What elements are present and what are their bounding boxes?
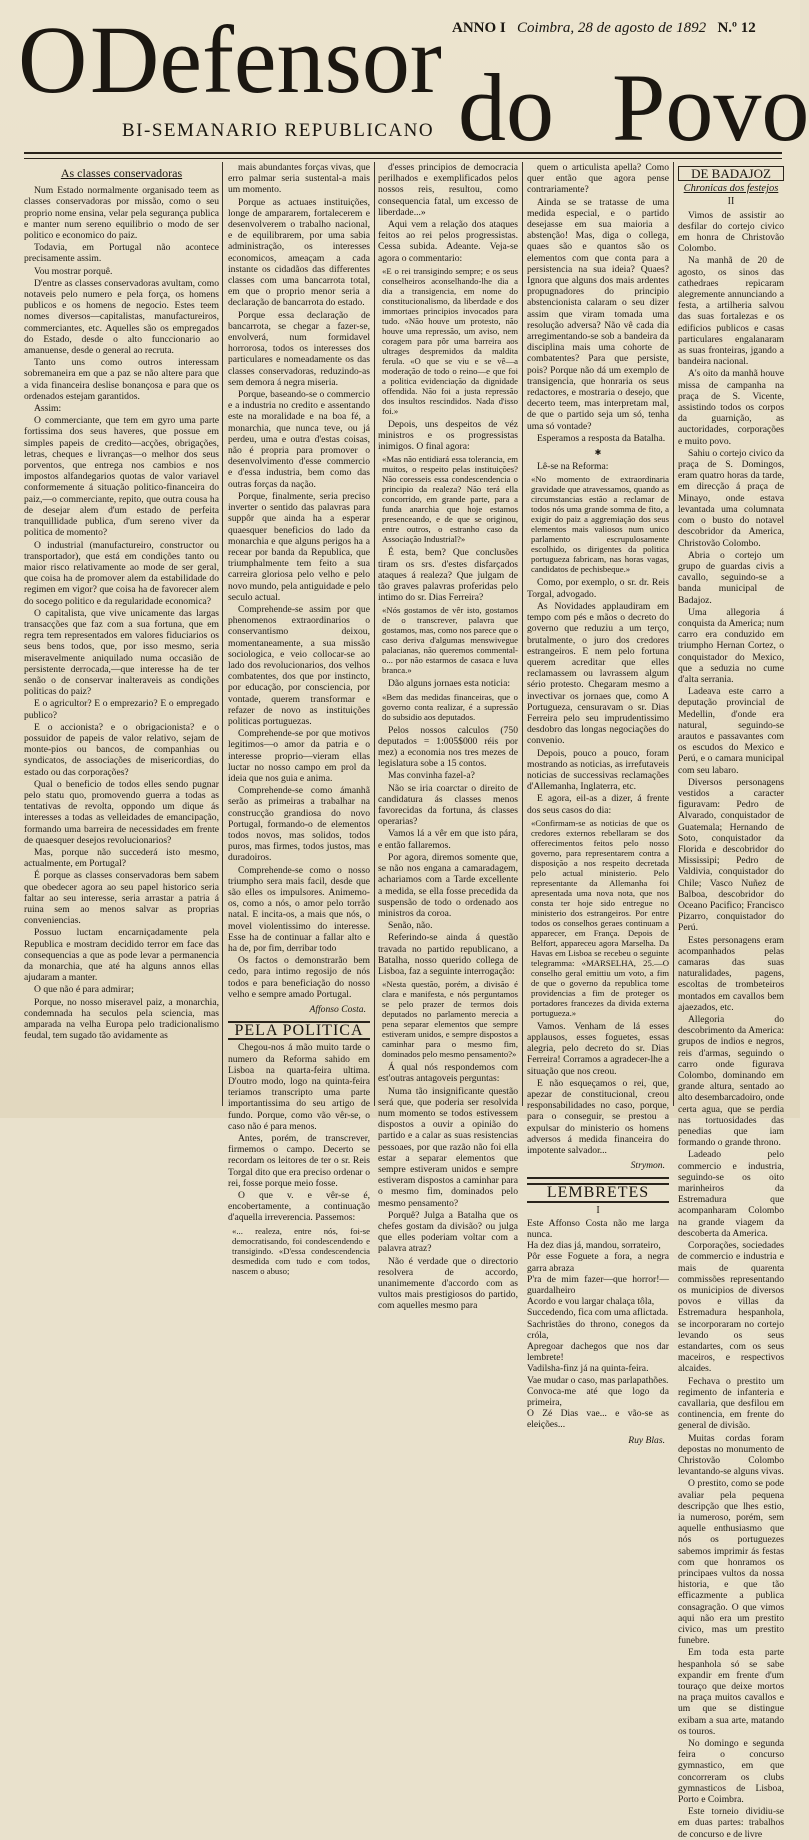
paragraph: Esperamos a resposta da Batalha.: [537, 432, 666, 444]
paragraph: Ladeava este carro a deputação provincial de Medellin, d'onde era natural, seguindo-se arautos e passavantes com os escudos do Mexico e Perú, e o camara municipal com seu labaro.: [678, 686, 784, 776]
paragraph: Por agora, diremos somente que, se não nos engana a camaradagem, achariamos com a Tarde excellente a medida, se ella fosse precedida da suspensão de todo o ordenado aos ministros da coroa.: [378, 851, 518, 919]
article-body: [378, 725, 518, 977]
issue-year: ANNO I: [452, 20, 506, 36]
masthead-title-o: O: [18, 6, 89, 113]
article-body: [228, 162, 370, 1000]
paragraph: Num Estado normalmente organisado teem as classes conservadoras por missão, como o seu proprio nome ensina, velar pela segurança publica e manter num sereno equilibrio o modo de ser politico e economico do paiz.: [24, 185, 219, 242]
paragraph: Vamos. Venham de lá esses applausos, esses foguetes, essas alegria, pelo decreto do sr. Dias Ferreira! Corramos a agradecer-lhe a situação que nos creou.: [527, 1020, 669, 1077]
paragraph: As Novidades applaudiram em tempo com pés e mãos o decreto do governo que reduziu a um terço, brutalmente, o juro dos credores estrangeiros. E nem pelo fortuna querem acreditar que elles reclamassem ou lavrassem algum sério protesto. Chegaram mesmo a invectivar os jornaes que, como A Portugueza, censuravam o sr. Dias Ferreira pelo seu imprudentissimo desdobro das longas negociações do convenio.: [527, 600, 669, 747]
quote-block: «Mas não entidiará essa tolerancia, em muitos, o respeito pelas instituições? Não coresseis essa condescendencia o principio da realeza? Não terá ella concorrido, em grande parte, para a funda anarchia que hoje estamos presenceando, e de que se originou, entre outros, o estranho caso da Associação Industrial?»: [382, 454, 518, 545]
paragraph: Todavia, em Portugal não acontece precisamente assim.: [24, 242, 219, 265]
issue-date: Coimbra, 28 de agosto de 1892: [517, 20, 707, 36]
paragraph: Porque, baseando-se o commercio e a industria no credito e assentando este na moralidade e na boa fé, a monarchia, que nunca teve, ou já perdeu, uma e outra d'estas coisas, não é propria para promover o desenvolvimento d'esse commercio e d'essa industria, bem como das outras forças da nação.: [228, 389, 370, 490]
article-signature: Strymon.: [630, 1160, 665, 1172]
section-heading: PELA POLITICA: [228, 1021, 370, 1040]
paragraph: Vou mostrar porquê.: [34, 265, 113, 277]
paragraph: Vimos de assistir ao desfilar do cortejo civico em honra de Christovão Colombo.: [678, 209, 784, 255]
masthead: [18, 6, 809, 161]
article-body: [678, 210, 784, 1840]
paragraph: Senão, não.: [388, 920, 433, 932]
poem-signature: Ruy Blas.: [628, 1434, 665, 1446]
article-body: [378, 1062, 518, 1311]
column-rule: [522, 162, 523, 1106]
paragraph: O capitalista, que vive unicamente das largas transacções que faz com a sua fortuna, que em regra tem representados em valores fiduciarios os seus bens todos, que, por isso mesmo, seria miseravelmente aniquilado numa occasião de persistente derrocada,—que interesse ha de ter senão o de conservar inalteraveis as condições politicas do paiz?: [24, 607, 219, 698]
paragraph: O commerciante, que tem em gyro uma parte fortissima dos seus haveres, que possue em simples papeis de credito—acções, obrigações, letras, cheques e livranças—o melhor dos seus porventos, que entrega nos cambios e nos impostos alfandegarios quotas de valor variavel conformemente á situação politico-financeira do paiz,—o commerciante, repito, que outra cousa ha de desejar alem d'um estado de perfeita tranquillidade publica, d'um sereno viver da politica de momento?: [24, 415, 219, 539]
article-body: [527, 1021, 669, 1156]
quote-block: «Confirmam-se as noticias de que os credores externos rebellaram se dos offerecimentos feitos pelo nosso governo, para representarem contra a disposição a nos respeito decretada pelo actual ministerio. Pelo representante da Allemanha foi apresentada uma nova nota, que nos consta ter hoje sido entregue no ministerio dos estrangeiros. Por entre todos os conselhos geraes continuam a apparecer, em França. Depois de Belfort, appareceu agora Marselha. Da Havas em Lisboa se recebeu o seguinte telegramma: «MARSELHA, 25.—O conselho geral emittiu um voto, a fim de que o governo da republica tome providencias a fim de proteger os portadores francezes da divida externa portugueza.»: [531, 817, 669, 1018]
paragraph: Allegoria do descobrimento da America: grupos de indios e negros, reis d'armas, seguindo o carro onde figurava Colombo, dominando em grande altura, sentado ao alto desembarcadoiro, onde certa agua, que se perdia nas tortuosidades das penedias que iam formando o grande throno.: [678, 1014, 784, 1149]
paragraph: Este torneio dividiu-se em duas partes: trabalhos de concurso e de livre: [678, 1806, 784, 1840]
paragraph: Comprehende-se como ámanhã serão as primeiras a trabalhar na construcção grandiosa do novo Portugal, formando-o de elementos todos novos, mas solidos, todos puros, mas firmes, todos justos, mas duradoiros.: [228, 785, 370, 864]
paragraph: Muitas cordas foram depostas no monumento de Christovão Colombo levantando-se alguns vivas.: [678, 1432, 784, 1478]
paragraph: Chegou-nos á mão muito tarde o numero da Reforma sahido em Lisboa na quarta-feira ultima. D'outro modo, logo na quinta-feira teriamos transcripto uma parte importantissima do seu artigo de fundo. Porque, como vão vêr-se, o caso não é para menos.: [228, 1042, 370, 1132]
poem-line: Ha dez dias já, mandou, sorrateiro,: [527, 1240, 661, 1252]
paragraph: Porquê? Julga a Batalha que os chefes gostam da divisão? ou julga que elles poderiam voltar com a palavra atraz?: [378, 1209, 518, 1255]
column-3: [378, 162, 518, 1312]
column-2: [228, 162, 370, 1276]
paragraph: D'entre as classes conservadoras avultam, como notaveis pelo numero e pela força, os homens publicos e os homens de negocio. Estes teem nomes diversos—capitalistas, manufactureiros, commerciantes, etc. Aquelles são os empregados do Estado, desde o alto funccionario ao amanuense, desde o general ao recruta.: [24, 277, 219, 357]
section-number: I: [596, 1204, 600, 1216]
paragraph: Porque as actuaes instituições, longe de ampararem, fortalecerem e desenvolverem o trabalho nacional, e de equilibrarem, por uma sabia administração, os interesses economicos, ameaçam a cada instante os cidadãos das differentes classes com uma bancarrota total, em que o proprio menor seria a declaração de bancarrota do estado.: [228, 196, 370, 309]
paragraph: Dão alguns jornaes esta noticia:: [388, 678, 511, 690]
paragraph: Mas convinha fazel-a?: [388, 770, 475, 782]
paragraph: E o agricultor? E o emprezario? E o empregado publico?: [24, 698, 219, 721]
section-body: [228, 1042, 370, 1223]
poem-lines: [527, 1218, 669, 1431]
article-signature: Affonso Costa.: [309, 1004, 366, 1016]
paragraph: A's oito da manhã houve missa de campanha na praça de S. Vicente, assistindo todos os corpos da guarnição, as auctoridades, corporações e muito povo.: [678, 368, 784, 447]
paragraph: Mas, porque não succederá isto mesmo, actualmente, em Portugal?: [24, 846, 219, 870]
paragraph: E não esqueçamos o rei, que, apezar de constitucional, creou responsabilidades no caso, porque, para o conseguir, se prestou a expulsar do ministerio os homens adversos á medida financeira do impotente salvador...: [527, 1077, 669, 1156]
paragraph: Não se iria coarctar o direito de candidatura ás classes menos favorecidas da fortuna, ás classes operarias?: [378, 782, 518, 828]
paragraph: Abria o cortejo um grupo de guardas civis a cavallo, seguindo-se a banda municipal de Badajoz.: [678, 549, 784, 606]
poem-line: Apregoar dachegos que nos dar lembrete!: [527, 1341, 669, 1364]
section-heading: DE BADAJOZ: [678, 166, 784, 181]
paragraph: Diversos personagens vestidos a caracter figuravam: Pedro de Alvarado, conquistador de Guatemala; Hernando de Soto, conquistador da Florida e descobridor do Mississipi; Pedro de Valdivia, conquistador do Chile; Vasco Nuñez de Balboa, descobridor do Oceano Pacifico; Francisco Pizarro, conquistador do Perú.: [678, 776, 784, 934]
paragraph: Os factos o demonstrarão bem cedo, para intimo regosijo de nós todos e para beneficiação do nosso velho e sempre amado Portugal.: [228, 955, 370, 1000]
article-heading: As classes conservadoras: [60, 166, 183, 180]
paragraph: quem o articulista apella? Como quer então que agora pense contrariamente?: [527, 162, 669, 196]
paragraph: Sahiu o cortejo civico da praça de S. Domingos, eram quatro horas da tarde, em direcção á praça de Minayo, onde estava levantada uma columnata com o busto do notavel descobridor da America, Christovão Colombo.: [678, 447, 784, 549]
article-body: [378, 547, 518, 603]
article-subheading: Chronicas dos festejos: [683, 183, 779, 195]
paragraph: Estes personagens eram acompanhados pelas camaras das suas naturalidades, pagens, escoltas de trombeteiros montados em cavallos bem ajaezados, etc.: [678, 934, 784, 1013]
paragraph: O prestito, como se pode avaliar pela pequena descripção que lhes estio, ia numeroso, porém, sem aquelle enthusiasmo que nós os portuguezes sabemos imprimir ás festas com que honramos os principaes vultos da nossa historia, e que tão efficazmente a publica consagração. O que vimos aqui não era um prestito civico, mas um prestito funebre.: [678, 1478, 784, 1647]
poem-line: Succedendo, fica com uma aflictada.: [527, 1307, 669, 1319]
paragraph: E agora, eil-as a dizer, á frente dos seus casos do dia:: [527, 793, 669, 816]
paragraph: Não é verdade que o directorio resolvera de accordo, unanimemente d'accordo com as vultos mais prestigiosos do partido, com aquelles mesmo para: [378, 1255, 518, 1312]
quote-block: «Bem das medidas financeiras, que o governo conta realizar, é a supressão do subsidio aos deputados.: [382, 691, 518, 722]
column-rule: [222, 162, 223, 1106]
quote-intro: Lê-se na Reforma:: [537, 461, 609, 473]
article-body: [24, 185, 219, 1041]
paragraph: E o accionista? e o obrigacionista? e o possuidor de papeis de valor relativo, sejam de monte-pios ou bancos, de companhias ou syndicatos, de associações de misericordias, do estado ou das corporações?: [24, 721, 219, 778]
section-number: II: [727, 196, 735, 208]
column-rule: [374, 162, 375, 1106]
paragraph: Tanto uns como outros interessam sobremaneira em que a paz se não altere para que a vida financeira deslise bonançosa e para que os ordenados estejam garantidos.: [24, 357, 219, 402]
poem-line: P'ra de mim fazer—que horror!—guardalheiro: [527, 1273, 669, 1297]
paragraph: Comprehende-se como o nosso triumpho sera mais facil, desde que são elles os impulsores. Animemo-os, como a nós, o amor pelo torrão natal. E incita-os, a mais que nós, o movel violentissimo do interesse. Esse ha de continuar a fallar alto e ha de, por fim, derribar todo: [228, 864, 370, 955]
paragraph: Aqui vem a relação dos ataques feitos ao rei pelos progressistas. Cessa subida. Adeante. Veja-se agora o commentario:: [378, 219, 518, 264]
poem-line: Este Affonso Costa não me larga nunca.: [527, 1217, 669, 1240]
poem-line: Convoca-me até que logo da primeira,: [527, 1385, 669, 1409]
paragraph: Á qual nós respondemos com est'outras antagoveis perguntas:: [378, 1062, 518, 1085]
poem-line: Sachristães do throno, conegos da cróla,: [527, 1318, 669, 1341]
issue-number: N.º 12: [717, 20, 756, 36]
poem-line: Vae mudar o caso, mas parlapathões.: [527, 1374, 669, 1386]
paragraph: Numa tão insignificante questão será que, que poderia ser resolvida num momento se todos estivessem dispostos a ouvir a opinião do partido e a calar as suas resistencias pessoaes, por que razão não foi ella estar a separar elementos que sempre estiveram unidos e sempre estiveram dispostos a caminhar para o mesmo fim, dominados pelo mesmo pensamento?: [378, 1085, 518, 1209]
quote-block: «Nesta questão, porém, a divisão é clara e manifesta, e nós perguntamos se pelo prazer de termos dois deputados no parlamento merecia a pena separar elementos que sempre estiveram unidos, e sempre dispostos a caminhar para o mesmo fim, dominados pelo mesmo pensamento?»: [382, 979, 518, 1060]
column-1: [24, 162, 219, 1110]
paragraph: É porque as classes conservadoras bem sabem que obedecer agora ao seu papel historico seria faltar ao seu interesse, seria arrastar a patria á ruina sem ao menos salvar as proprias conveniencias.: [24, 870, 219, 927]
separator-star: ✱: [594, 448, 602, 458]
paragraph: Fechava o prestito um regimento de infanteria e cavallaria, que desfilou em continencia, em frente do general de divisão.: [678, 1375, 784, 1432]
paragraph: Referindo-se ainda á questão travada no partido republicano, a Batalha, nosso querido collega de Lisboa, faz a seguinte interrogação:: [378, 932, 518, 977]
paragraph: No domingo e segunda feira o concurso gymnastico, em que concorreram os clubs gymnasticos de Lisboa, Porto e Coimbra.: [678, 1738, 784, 1806]
paragraph: É esta, bem? Que conclusões tiram os srs. d'estes disfarçados ataques á realeza? Que julgam de tão graves palavras proferidas pelo intimo do sr. Dias Ferreira?: [378, 547, 518, 604]
paragraph: mais abundantes forças vivas, que erro palmar seria sustental-a mais um momento.: [228, 162, 370, 196]
paragraph: Assim:: [34, 403, 62, 415]
paragraph: Porque, no nosso miseravel paiz, a monarchia, condemnada ha seculos pela sciencia, mas amparada na velha Europa pelo tradicionalismo feudal, tem sugado tão avidamente as: [24, 996, 219, 1042]
poem-line: Vadilsha-finz já na quinta-feira.: [527, 1363, 649, 1375]
quote-block: «No momento de extraordinaria gravidade que atravessamos, quando as circumstancias estão a reclamar de todos nós uma grande somma de fito, a exigir do paiz a aggremiação dos seus elementos mais valiosos num unico parlamento escrupulosamente escolhido, os dirigentes da politica portugueza fabricam, nas horas vagas, candidatos de pechisbeque.»: [531, 474, 669, 575]
quote-block: «E o rei transigindo sempre; e os seus conselheiros aconselhando-lhe dia a dia a transigencia, em nome do constitucionalismo, da liberdade e dos immortaes principios invocados para tudo. «Não houve um protesto, não houve uma repressão, um aviso, nem coragem para pôr uma barreira aos ultrages despremidos da maldita ferula. «O que se viu e se vê—a moderação de todo o reino—e que foi a politica evidenciação da dignidade offendida. Não foi a justa repressão dos insultos rescindidos. Nada d'isso foi.»: [382, 265, 518, 416]
column-rule: [673, 162, 674, 1106]
paragraph: Ainda se se tratasse de uma medida especial, e o partido desejasse em sua maioria a abstenção! Mas, diga o collega, quaes são e quantos são os elementos com que conta para a persistencia na sua ideia? Quaes? Ignora que alguns dos mais ardentes propugnadores do principio abstencionista calaram o seu dizer assim que viram tomada uma resolução adversa? Não vê cada dia arregimentando-se sob a bandeira da disciplina mais uma cohorte de combatentes? Para que persiste, pois? Porque não dá um exemplo de transigencia, que honraria os seus redactores, e mostraria o desejo, que decerto teem, mas interpretam mal, de que o partido seja um só, tenha uma só vontade?: [527, 196, 669, 432]
paragraph: Porque, finalmente, seria preciso inverter o sentido das palavras para suppôr que ainda ha a esperar quaesquer beneficios do lado da monarchia e que alguns perigos ha a recear por banda da Republica, que triumphalmente tem feito a sua carreira gloriosa pelo velho e pelo novo mundo, pela antiguidade e pelo seculo actual.: [228, 490, 370, 603]
column-4: [527, 162, 669, 1446]
paragraph: Em toda esta parte hespanhola só se sabe expandir em frente d'um touraço que deixe mortos na praça muitos cavallos e um que se distingue exibam a sua arte, matando os touros.: [678, 1647, 784, 1737]
issue-line: [452, 20, 782, 37]
article-body: [378, 419, 518, 453]
paragraph: Depois, pouco a pouco, foram mostrando as noticias, as irrefutaveis noticias de successivas reclamações d'Allemanha, Inglaterra, etc.: [527, 747, 669, 793]
paragraph: Vamos lá a vêr em que isto pára, e então fallaremos.: [378, 828, 518, 851]
poem-line: Pôr esse Foguete a fora, a negra garra abraza: [527, 1251, 669, 1274]
masthead-title-povo: Povo: [612, 54, 809, 161]
article-body: [527, 577, 669, 815]
paragraph: Ladeado pelo commercio e industria, seguindo-se os oito marinheiros da Estremadura que acompanharam Colombo na grande viagem da descoberta da America.: [678, 1149, 784, 1239]
paragraph: O que não é para admirar;: [34, 984, 134, 996]
paragraph: d'esses principios de democracia perilhados e exemplificados pelos nossos reis, resultou, como consequencia fatal, um excesso de liberdade...»: [378, 162, 518, 218]
paragraph: Porque essa declaração de bancarrota, se chegar a fazer-se, envolverá, num formidavel horrorosa, todos os interesses dos particulares e nomeadamente os das classes conservadoras, reduzindo-as sem demora á negra miseria.: [228, 309, 370, 388]
quote-block: «... realeza, entre nós, foi-se democratisando, foi condescendendo e transigindo. «D'essa condescendencia desmedida com tudo e com todos, nascem o abuso;: [232, 1225, 370, 1276]
paragraph: Uma allegoria á conquista da America; num carro era conduzido em triumpho Hernan Cortez, o conquistador do Mexico, que a seduzia no cume d'alta serrania.: [678, 606, 784, 685]
quote-block: «Nós gostamos de vêr isto, gostamos de o transcrever, palavra que gostamos, mas, como nos parece que o caso deriva d'algumas menswivegue palacianas, não queremos commental-o... por não estarmos de casaca e luva branca.»: [382, 605, 518, 676]
article-body: [378, 162, 518, 264]
masthead-title-do: do: [458, 54, 554, 161]
paragraph: Pelos nossos calculos (750 deputados = 1:005$000 réis por mez) a economia nos tres mezes de legislatura sobe a 15 contos.: [378, 724, 518, 770]
paragraph: Como, por exemplo, o sr. dr. Reis Torgal, advogado.: [527, 577, 669, 600]
paragraph: Corporações, sociedades de commercio e industria e mais de quarenta commissões representando os municipios de diversos povos e villas da Estremadura hespanhola, se incorporaram no cortejo levando os seus estandartes, com os seus maceiros, e respectivos alcaides.: [678, 1240, 784, 1375]
masthead-title-defensor: Defensor: [90, 6, 442, 113]
poem-line: O Zé Dias vae... e vão-se as eleições...: [527, 1408, 669, 1431]
section-rule: [527, 1177, 669, 1179]
article-body: [527, 162, 669, 444]
masthead-subtitle: BI-SEMANARIO REPUBLICANO: [122, 120, 435, 141]
paragraph: Possuo luctam encarniçadamente pela Republica e mostram decidido terror em face das consequencias a que as pode levar a permanencia da monarchia, que até ha alguns annos ellas ajudaram a manter.: [24, 927, 219, 984]
article-body: [378, 678, 518, 689]
paragraph: O industrial (manufactureiro, constructor ou transportador), que está em condições tanto ou maior risco relativamente ao mode de ser geral, que coisa ha de promover alem da estabilidade do regimen em vigor? que coisa ha de favorecer alem do socego politico e da regularidade economica?: [24, 539, 219, 607]
poem-line: Acordo e vou largar chalaça tôla,: [527, 1296, 655, 1308]
paragraph: Antes, porém, de transcrever, firmemos o campo. Decerto se recordam os leitores de ter o sr. Reis Torgal dito que era preciso ordenar o rei, fosse porque meio fosse.: [228, 1133, 370, 1189]
section-heading: LEMBRETES: [527, 1183, 669, 1202]
paragraph: Na manhã de 20 de agosto, os sinos das cathedraes repicaram alegremente annunciando a festa, a artilheria salvou das suas fortalezas e os edificios publicos e casas particulares engalanaram as suas fronteiras, jgando a bandeira nacional.: [678, 255, 784, 368]
paragraph: Depois, uns despeitos de véz ministros e os progressistas inimigos. O final agora:: [378, 418, 518, 453]
paragraph: Comprehende-se por que motivos legitimos—o amor da patria e o interesse proprio—vieram ellas luctar no nosso campo em prol da ideia que nos guia e anima.: [228, 728, 370, 784]
paragraph: Qual o beneficio de todos elles sendo pugnar pelo statu quo, promovendo guerra a todas as tentativas de revolta, oppondo um dique ás interesses a todas as velleidades de emancipação, formando uma barreira de necessidades em frente de quaesquer desejos revolucionarios?: [24, 778, 219, 846]
masthead-rule: [24, 152, 782, 159]
paragraph: Comprehende-se assim por que phenomenos extraordinarios o conservantismo deixou, momentaneamente, a sua missão sociologica, e veio collocar-se ao lado dos revolucionarios, dos velhos combatentes, dos que por instincto, por educação, por consciencia, por vontade, querem transformar e refazer de novo as instituições politicas portuguezas.: [228, 603, 370, 727]
paragraph: O que v. e vêr-se é, encobertamente, a continuação d'aquella irreverencia. Passemos:: [228, 1190, 370, 1224]
column-5: [678, 162, 784, 1840]
